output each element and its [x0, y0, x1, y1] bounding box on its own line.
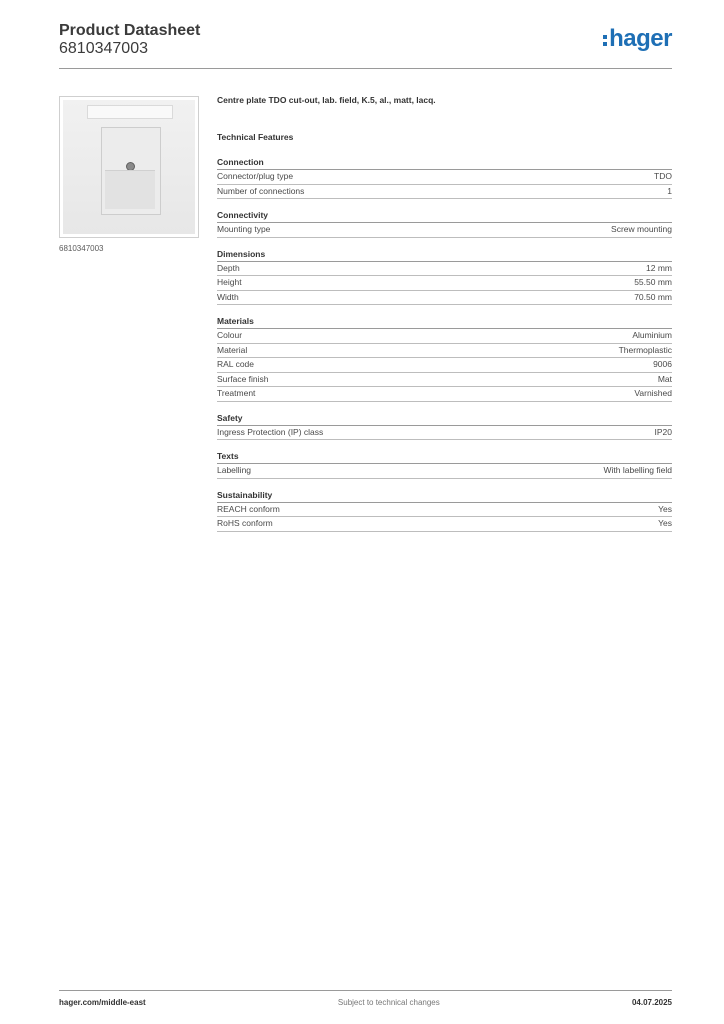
feature-value: IP20: [654, 426, 672, 437]
section-title: Connectivity: [217, 210, 672, 223]
labelling-field-graphic: [87, 105, 173, 119]
footer-notice: Subject to technical changes: [337, 998, 440, 1007]
feature-value: With labelling field: [603, 465, 672, 475]
feature-row: [217, 373, 672, 388]
footer-website-link[interactable]: hager.com/middle-east: [59, 998, 146, 1007]
feature-value: Screw mounting: [611, 224, 672, 234]
section-title: Safety: [217, 413, 672, 426]
product-description: Centre plate TDO cut-out, lab. field, K.5, al., matt, lacq.: [217, 95, 436, 105]
section-title: Dimensions: [217, 249, 672, 262]
feature-value: TDO: [654, 171, 672, 181]
feature-value: 1: [667, 185, 672, 196]
feature-value: 12 mm: [646, 262, 672, 273]
feature-label: REACH conform: [217, 503, 280, 514]
technical-features-heading: Technical Features: [217, 132, 294, 142]
feature-label: Mounting type: [217, 224, 271, 234]
feature-value: Yes: [658, 518, 672, 528]
feature-row: [217, 426, 672, 441]
document-title: Product Datasheet: [59, 22, 201, 39]
logo-dots-icon: [603, 35, 607, 46]
footer-divider: [59, 990, 672, 991]
feature-label: Surface finish: [217, 373, 269, 384]
feature-row: [217, 276, 672, 291]
feature-label: Width: [217, 291, 239, 302]
feature-row: [217, 517, 672, 532]
feature-row: [217, 503, 672, 518]
product-number: 6810347003: [59, 40, 148, 57]
feature-label: Treatment: [217, 388, 256, 398]
feature-row: [217, 262, 672, 277]
feature-row: [217, 464, 672, 479]
document-header: [59, 22, 200, 58]
feature-row: [217, 223, 672, 238]
section-connectivity: [217, 210, 672, 238]
section-title: Sustainability: [217, 490, 672, 503]
footer-date: 04.07.2025: [631, 998, 672, 1007]
section-title: Texts: [217, 451, 672, 464]
feature-label: RoHS conform: [217, 518, 273, 528]
section-title: Materials: [217, 316, 672, 329]
datasheet-content: [217, 95, 672, 543]
feature-label: Ingress Protection (IP) class: [217, 426, 324, 437]
feature-value: Thermoplastic: [618, 344, 672, 355]
page-footer: [59, 998, 672, 1007]
section-sustainability: [217, 490, 672, 532]
socket-recess-graphic: [105, 170, 155, 209]
feature-row: [217, 344, 672, 359]
feature-value: 9006: [653, 359, 672, 369]
feature-label: RAL code: [217, 359, 255, 369]
section-texts: [217, 451, 672, 479]
section-title: Connection: [217, 157, 672, 170]
section-materials: [217, 316, 672, 402]
feature-value: Mat: [657, 373, 672, 384]
feature-value: Varnished: [634, 388, 672, 398]
feature-label: Number of connections: [217, 185, 305, 196]
product-image: [59, 96, 199, 238]
header-divider: [59, 68, 672, 69]
feature-label: Labelling: [217, 465, 252, 475]
hager-logo: [603, 26, 672, 52]
feature-label: Height: [217, 277, 242, 287]
feature-label: Material: [217, 344, 248, 355]
feature-label: Connector/plug type: [217, 171, 294, 181]
feature-row: [217, 358, 672, 373]
tdo-cutout-graphic: [101, 127, 161, 215]
feature-value: 55.50 mm: [634, 277, 672, 287]
section-safety: [217, 413, 672, 441]
feature-row: [217, 329, 672, 344]
centre-plate-graphic: [63, 100, 195, 234]
feature-row: [217, 185, 672, 200]
logo-wordmark: hager: [609, 25, 672, 52]
feature-value: Aluminium: [632, 330, 672, 340]
feature-value: Yes: [658, 503, 672, 514]
feature-value: 70.50 mm: [634, 291, 672, 302]
feature-label: Colour: [217, 330, 243, 340]
section-connection: [217, 157, 672, 199]
feature-sections: [217, 157, 672, 532]
feature-row: [217, 291, 672, 306]
feature-row: [217, 170, 672, 185]
feature-label: Depth: [217, 262, 240, 273]
image-caption: 6810347003: [59, 244, 104, 253]
feature-row: [217, 387, 672, 402]
section-dimensions: [217, 249, 672, 306]
